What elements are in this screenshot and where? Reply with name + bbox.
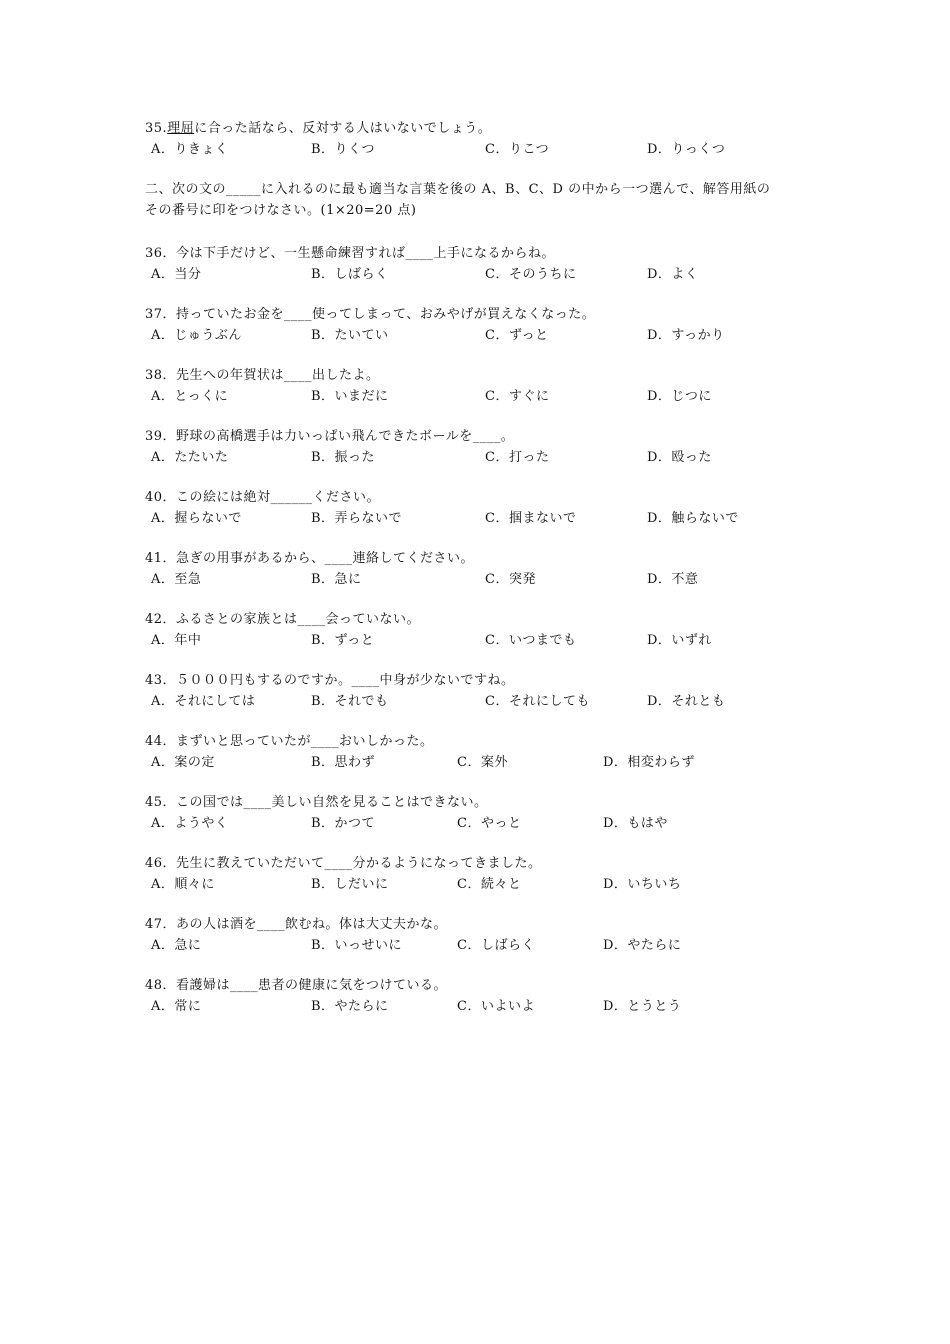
- choice-b: B．いまだに: [311, 389, 389, 404]
- choice-c: C．やっと: [457, 816, 522, 831]
- choice-b: B．いっせいに: [311, 938, 403, 953]
- choice-b: B．弄らないで: [311, 511, 403, 526]
- choice-c: C．りこつ: [485, 142, 550, 157]
- choice-c: C．いよいよ: [457, 999, 535, 1014]
- choice-d: D．相変わらず: [603, 755, 695, 770]
- underlined-word: 理屈: [167, 121, 195, 136]
- choice-row: [145, 935, 825, 956]
- choice-c: C．いつまでも: [485, 633, 577, 648]
- exam-page: [145, 118, 825, 1036]
- question-stem: 37．持っていたお金を____使ってしまって、おみやげが買えなくなった。: [145, 307, 596, 322]
- choice-a: A．じゅうぶん: [151, 328, 242, 343]
- choice-a: A．握らないで: [151, 511, 242, 526]
- question-40: [145, 487, 825, 529]
- choice-d: D．りっくつ: [647, 142, 726, 157]
- choice-b: B．振った: [311, 450, 376, 465]
- choice-a: A．急に: [151, 938, 202, 953]
- choice-b: B．かつて: [311, 816, 376, 831]
- choice-a: A．至急: [151, 572, 202, 587]
- question-44: [145, 731, 825, 773]
- choice-a: A．案の定: [151, 755, 215, 770]
- section-instructions: [145, 179, 825, 221]
- choice-row: [145, 691, 825, 712]
- question-stem: 42．ふるさとの家族とは____会っていない。: [145, 612, 421, 627]
- instructions-line-1: 二、次の文の_____に入れるのに最も適当な言葉を後の A、B、C、D の中から一つ選んで、解答用紙の: [145, 182, 771, 197]
- choice-d: D．すっかり: [647, 328, 725, 343]
- question-stem: 39．野球の高橋選手は力いっぱい飛んできたボールを____。: [145, 429, 515, 444]
- question-text: に合った話なら、反対する人はいないでしょう。: [194, 121, 492, 136]
- choice-d: D．いずれ: [647, 633, 712, 648]
- choice-d: D．不意: [647, 572, 699, 587]
- question-stem: 46．先生に教えていただいて____分かるようになってきました。: [145, 856, 542, 871]
- question-stem: 43．５０００円もするのですか。____中身が少ないですね。: [145, 673, 515, 688]
- question-stem: 38．先生への年賀状は____出したよ。: [145, 368, 380, 383]
- choice-a: A．りきょく: [151, 142, 229, 157]
- choice-row: [145, 447, 825, 468]
- choice-a: A．それにしては: [151, 694, 256, 709]
- choice-row: [145, 264, 825, 285]
- question-number: 35.: [145, 121, 168, 136]
- choice-b: B．たいてい: [311, 328, 389, 343]
- question-43: [145, 670, 825, 712]
- choice-d: D．よく: [647, 267, 699, 282]
- question-stem: 44．まずいと思っていたが____おいしかった。: [145, 734, 434, 749]
- choice-c: C．打った: [485, 450, 550, 465]
- choice-row: [145, 508, 825, 529]
- choice-c: C．それにしても: [485, 694, 590, 709]
- choice-a: A．たたいた: [151, 450, 229, 465]
- question-39: [145, 426, 825, 468]
- choice-b: B．やたらに: [311, 999, 389, 1014]
- choice-a: A．常に: [151, 999, 202, 1014]
- choice-d: D．とうとう: [603, 999, 682, 1014]
- question-stem: 40．この絵には絶対______ください。: [145, 490, 381, 505]
- choice-a: A．順々に: [151, 877, 215, 892]
- choice-c: C．そのうちに: [485, 267, 577, 282]
- choice-c: C．案外: [457, 755, 508, 770]
- choice-a: A．とっくに: [151, 389, 229, 404]
- choice-row: [145, 874, 825, 895]
- choice-d: D．じつに: [647, 389, 712, 404]
- question-stem: 41．急ぎの用事があるから、____連絡してください。: [145, 551, 475, 566]
- choice-row: [145, 139, 825, 160]
- choice-a: A．ようやく: [151, 816, 229, 831]
- choice-b: B．ずっと: [311, 633, 375, 648]
- choice-a: A．年中: [151, 633, 202, 648]
- choice-d: D．もはや: [603, 816, 668, 831]
- instructions-line-2: その番号に印をつけなさい。(1×20=20 点): [145, 203, 417, 218]
- choice-c: C．掴まないで: [485, 511, 577, 526]
- question-36: [145, 243, 825, 285]
- question-stem: 36．今は下手だけど、一生懸命練習すれば____上手になるからね。: [145, 246, 556, 261]
- choice-c: C．しばらく: [457, 938, 535, 953]
- question-42: [145, 609, 825, 651]
- question-41: [145, 548, 825, 590]
- question-47: [145, 914, 825, 956]
- choice-b: B．しばらく: [311, 267, 389, 282]
- choice-b: B．思わず: [311, 755, 376, 770]
- choice-c: C．ずっと: [485, 328, 549, 343]
- choice-row: [145, 813, 825, 834]
- choice-row: [145, 325, 825, 346]
- choice-d: D．触らないで: [647, 511, 739, 526]
- choice-d: D．いちいち: [603, 877, 682, 892]
- choice-c: C．続々と: [457, 877, 522, 892]
- question-35: [145, 118, 825, 160]
- choice-b: B．急に: [311, 572, 362, 587]
- question-38: [145, 365, 825, 407]
- question-48: [145, 975, 825, 1017]
- choice-row: [145, 386, 825, 407]
- question-stem: [145, 118, 825, 139]
- choice-b: B．それでも: [311, 694, 389, 709]
- choice-row: [145, 996, 825, 1017]
- choice-b: B．しだいに: [311, 877, 389, 892]
- choice-row: [145, 569, 825, 590]
- question-46: [145, 853, 825, 895]
- choice-row: [145, 752, 825, 773]
- choice-row: [145, 630, 825, 651]
- choice-d: D．殴った: [647, 450, 712, 465]
- question-stem: 45．この国では____美しい自然を見ることはできない。: [145, 795, 488, 810]
- question-stem: 47．あの人は酒を____飲むね。体は大丈夫かな。: [145, 917, 448, 932]
- question-stem: 48．看護婦は____患者の健康に気をつけている。: [145, 978, 448, 993]
- choice-c: C．突発: [485, 572, 536, 587]
- choice-d: D．やたらに: [603, 938, 682, 953]
- choice-a: A．当分: [151, 267, 202, 282]
- choice-c: C．すぐに: [485, 389, 550, 404]
- question-45: [145, 792, 825, 834]
- choice-b: B．りくつ: [311, 142, 376, 157]
- choice-d: D．それとも: [647, 694, 726, 709]
- question-37: [145, 304, 825, 346]
